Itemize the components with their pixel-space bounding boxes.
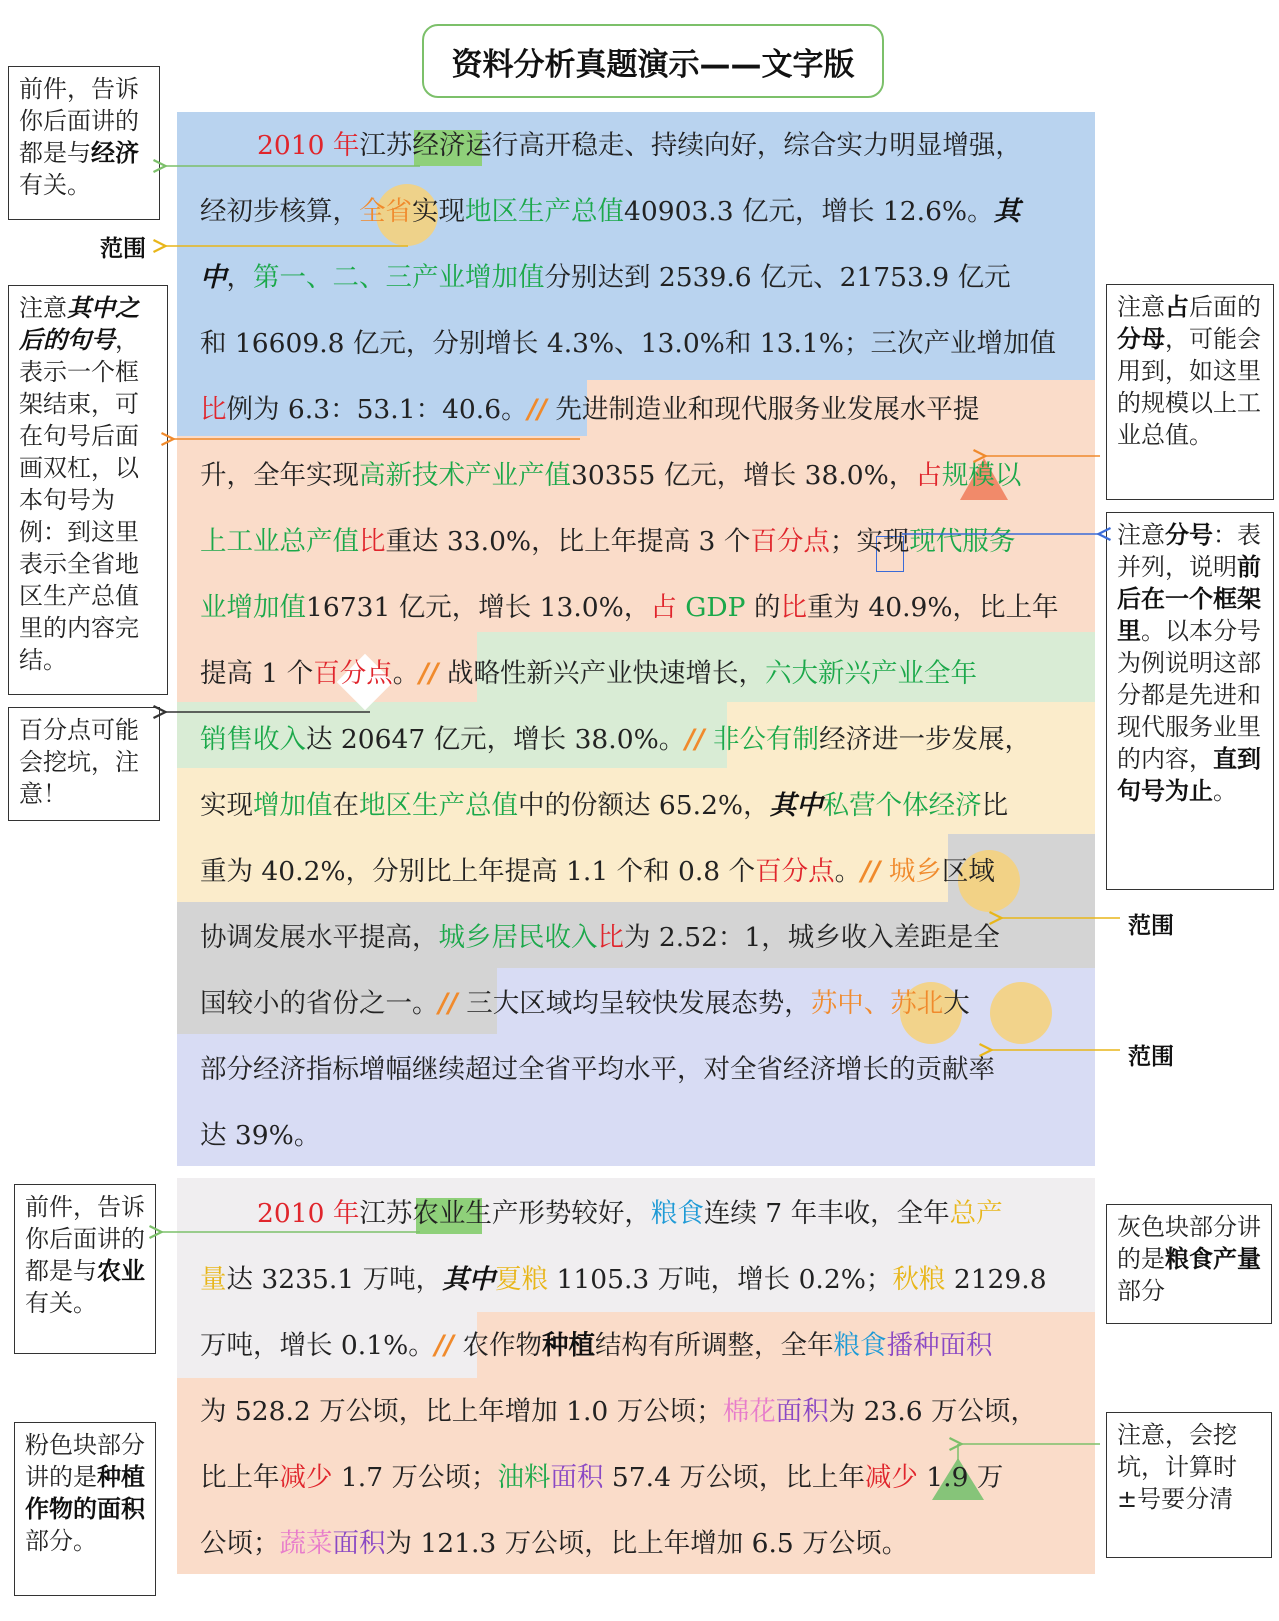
- keyword-bi: 比: [597, 922, 624, 953]
- keyword-bi: 比: [200, 394, 227, 425]
- text: 国较小的省份之一。: [200, 988, 439, 1019]
- text: 先进制造业和现代服务业发展水平提: [546, 394, 980, 425]
- keyword-percentage-point: 百分点: [313, 658, 393, 689]
- text: 结构有所调整，全年: [595, 1330, 834, 1361]
- keyword-hightech: 高新技术产业产值: [359, 460, 571, 491]
- text: 大: [943, 988, 970, 1019]
- text: 为 2.52：1，城乡收入差距是全: [624, 922, 1000, 953]
- text: 例为 6.3：53.1：40.6。: [226, 394, 528, 425]
- keyword-zhongzhi: 种植: [542, 1330, 596, 1361]
- note-emphasis: 种植作物的面积: [25, 1463, 145, 1523]
- keyword-subei: 苏北: [890, 988, 944, 1019]
- double-slash: //: [685, 724, 705, 755]
- note-text: 注意: [1117, 293, 1165, 321]
- double-slash: //: [419, 658, 439, 689]
- note-text: 注意: [19, 294, 67, 322]
- text: 重为 40.2%，分别比上年提高 1.1 个和 0.8 个: [200, 856, 756, 887]
- keyword-liangshi: 粮食: [833, 1330, 887, 1361]
- keyword-zhan: 占: [650, 592, 677, 623]
- text: 实现: [200, 790, 253, 821]
- page-title: 资料分析真题演示——文字版: [422, 24, 884, 98]
- keyword-area: 面积: [775, 1396, 829, 1427]
- text: 江苏: [359, 130, 413, 161]
- text: 公顷；: [200, 1528, 280, 1559]
- year: 2010 年: [257, 1198, 360, 1229]
- range-label-1: 范围: [100, 236, 146, 262]
- text: 农作物: [454, 1330, 543, 1361]
- keyword-percentage-point: 百分点: [750, 526, 830, 557]
- text: 经济进一步发展，: [819, 724, 1032, 755]
- text: 区域: [941, 856, 995, 887]
- keyword-private: 私营个体经济: [822, 790, 982, 821]
- text: 升，全年实现: [200, 460, 359, 491]
- keyword-nonpublic: 非公有制: [704, 724, 820, 755]
- keyword-chengxiang: 城乡: [880, 856, 942, 887]
- text: 江苏: [359, 1198, 413, 1229]
- note-text: 有关。: [19, 171, 91, 199]
- keyword-qizhong: 其中: [769, 790, 823, 821]
- note-text: 。: [1213, 777, 1237, 805]
- text: 。: [834, 856, 862, 887]
- note-text: ：表并列，说明: [1117, 521, 1261, 581]
- text: 为 23.6 万公顷，: [828, 1396, 1038, 1427]
- double-slash: //: [861, 856, 881, 887]
- range-label-2: 范围: [1128, 913, 1174, 939]
- note-text: 部分。: [25, 1527, 97, 1555]
- keyword-percentage-point: 百分点: [755, 856, 835, 887]
- text: 经初步核算，: [200, 196, 359, 227]
- text: 生产形势较好，: [465, 1198, 651, 1229]
- keyword-industries: 第一、二、三产业增加值: [253, 262, 545, 293]
- note-emphasis: 前后在一个框架里: [1117, 553, 1261, 645]
- text: 为 528.2 万公顷，比上年增加 1.0 万公顷；: [200, 1396, 723, 1427]
- text: 30355 亿元，增长 38.0%，: [571, 460, 916, 491]
- note-text: 部分: [1117, 1277, 1165, 1305]
- text: 达 39%。: [200, 1120, 321, 1151]
- text: 2129.8: [945, 1264, 1047, 1295]
- keyword-area: 播种面积: [886, 1330, 993, 1361]
- keyword-xialiang: 夏粮: [495, 1264, 549, 1295]
- note-text: 。以本分号为例说明这部分都是先进和现代服务业里的内容，: [1117, 617, 1261, 773]
- note-emphasis: 分母: [1117, 325, 1165, 353]
- text: 比: [981, 790, 1009, 821]
- note-text: ，可能会用到，如这里的规模以上工业总值。: [1117, 325, 1261, 449]
- keyword-guimo: 规模以: [941, 460, 1022, 491]
- text: 40903.3 亿元，增长 12.6%。: [624, 196, 994, 227]
- text: ；实现: [829, 526, 910, 557]
- text: 的: [753, 592, 781, 623]
- note-text: 注意，会挖坑，计算时±号要分清: [1117, 1421, 1237, 1513]
- text: 和 16609.8 亿元，分别增长 4.3%、13.0%和 13.1%；三次产业增加值: [200, 328, 1056, 359]
- keyword-gdp: GDP: [676, 592, 754, 623]
- note-text: 百分点可能会挖坑，注意！: [19, 716, 139, 808]
- keyword-mianhua: 棉花: [722, 1396, 776, 1427]
- note-text: ，表示一个框架结束，可在句号后面画双杠，以本句号为例：到这里表示全省地区生产总值里的内容完结。: [19, 326, 139, 674]
- keyword-qi: 其: [993, 196, 1021, 227]
- note-emphasis: 其中之后的句号: [19, 294, 139, 354]
- note-emphasis: 占: [1165, 293, 1189, 321]
- keyword-bi: 比: [359, 526, 386, 557]
- text: 为 121.3 万公顷，比上年增加 6.5 万公顷。: [385, 1528, 909, 1559]
- text: 三大区域均呈较快发展态势，: [457, 988, 811, 1019]
- note-emphasis: 粮食产量: [1165, 1245, 1261, 1273]
- year: 2010 年: [257, 130, 360, 161]
- text: 连续 7 年丰收，全年: [703, 1198, 950, 1229]
- keyword-decrease: 减少: [279, 1462, 333, 1493]
- text: 1.7 万公顷；: [332, 1462, 498, 1493]
- keyword-liang: 量: [200, 1264, 227, 1295]
- text: 达 20647 亿元，增长 38.0%。: [306, 724, 686, 755]
- text: 协调发展水平提高，: [200, 922, 439, 953]
- text: 战略性新兴产业快速增长，: [438, 658, 766, 689]
- note-emphasis: 农业: [97, 1257, 145, 1285]
- note-text: 前件，告诉你后面讲的都是与: [25, 1193, 145, 1285]
- keyword-shucai: 蔬菜: [279, 1528, 333, 1559]
- text: 在: [332, 790, 359, 821]
- text: 提高 1 个: [200, 658, 314, 689]
- text: 分别达到 2539.6 亿元、21753.9 亿元: [544, 262, 1011, 293]
- keyword-zhan: 占: [915, 460, 942, 491]
- text: 57.4 万公顷，比上年: [603, 1462, 865, 1493]
- text: 1.9 万: [917, 1462, 1004, 1493]
- text: 。: [392, 658, 420, 689]
- text: 16731 亿元，增长 13.0%，: [306, 592, 651, 623]
- text: 重为 40.9%，比上年: [806, 592, 1059, 623]
- keyword-six-industries: 六大新兴产业全年: [765, 658, 978, 689]
- text: 比上年: [200, 1462, 280, 1493]
- text: 、: [863, 988, 891, 1019]
- note-emphasis: 分号: [1165, 521, 1213, 549]
- text: 万吨，增长 0.1%。: [200, 1330, 435, 1361]
- keyword-quansheng: 全省: [359, 196, 412, 227]
- keyword-jingji: 经济: [412, 130, 466, 161]
- keyword-value-added: 业增加值: [200, 592, 306, 623]
- note-text: 粉色块部分讲的是: [25, 1431, 145, 1491]
- note-text: 有关。: [25, 1289, 97, 1317]
- keyword-liangshi: 粮食: [650, 1198, 704, 1229]
- keyword-sales: 销售收入: [200, 724, 306, 755]
- keyword-suzhong: 苏中: [810, 988, 864, 1019]
- keyword-gdp: 地区生产总值: [465, 196, 624, 227]
- double-slash: //: [527, 394, 547, 425]
- range-label-3: 范围: [1128, 1044, 1174, 1070]
- keyword-gdp: 地区生产总值: [359, 790, 518, 821]
- keyword-services: 现代服务: [909, 526, 1016, 557]
- note-text: 前件，告诉你后面讲的都是与: [19, 75, 139, 167]
- text: 重达 33.0%，比上年提高 3 个: [385, 526, 751, 557]
- keyword-zongchan: 总产: [949, 1198, 1003, 1229]
- keyword-qiuliang: 秋粮: [892, 1264, 946, 1295]
- keyword-area: 面积: [550, 1462, 604, 1493]
- keyword-area: 面积: [332, 1528, 386, 1559]
- keyword-qizhong: 其中: [442, 1264, 496, 1295]
- keyword-nongye: 农业: [412, 1198, 466, 1229]
- text: 部分经济指标增幅继续超过全省平均水平，对全省经济增长的贡献率: [200, 1054, 995, 1085]
- keyword-decrease: 减少: [864, 1462, 918, 1493]
- double-slash: //: [438, 988, 458, 1019]
- text: 实现: [412, 196, 465, 227]
- double-slash: //: [434, 1330, 455, 1361]
- keyword-industrial-output: 上工业总产值: [200, 526, 359, 557]
- note-text: 注意: [1117, 521, 1165, 549]
- keyword-zhong: 中: [200, 262, 227, 293]
- text: 运行高开稳走、持续向好，综合实力明显增强，: [465, 130, 1022, 161]
- note-emphasis: 经济: [91, 139, 139, 167]
- note-text: 后面的: [1189, 293, 1261, 321]
- keyword-value-added: 增加值: [253, 790, 333, 821]
- text: ，: [226, 262, 253, 293]
- keyword-youliao: 油料: [497, 1462, 551, 1493]
- note-emphasis: 直到句号为止: [1117, 745, 1261, 805]
- text: 中的份额达 65.2%，: [518, 790, 770, 821]
- note-text: 灰色块部分讲的是: [1117, 1213, 1261, 1273]
- keyword-income: 城乡居民收入: [438, 922, 598, 953]
- text: 1105.3 万吨，增长 0.2%；: [548, 1264, 893, 1295]
- keyword-bi: 比: [780, 592, 807, 623]
- text: 达 3235.1 万吨，: [226, 1264, 443, 1295]
